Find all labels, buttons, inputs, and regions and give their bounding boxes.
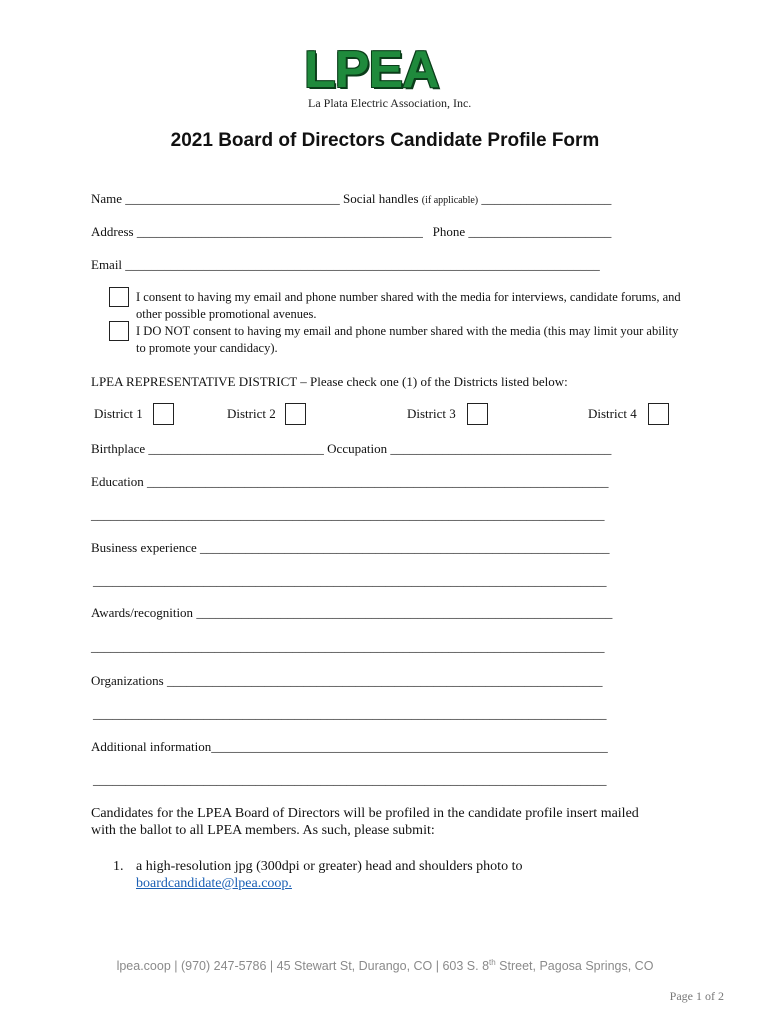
- name-row: [91, 191, 611, 209]
- district-instruction: LPEA REPRESENTATIVE DISTRICT – Please check one (1) of the Districts listed below:: [91, 374, 568, 389]
- district-2-checkbox[interactable]: [285, 403, 306, 425]
- address-field[interactable]: ____________________________________________: [136, 224, 423, 239]
- footer-contact: [0, 958, 770, 973]
- phone-field[interactable]: ______________________: [468, 224, 612, 239]
- education-row: [91, 474, 608, 490]
- organizations-row: [91, 673, 602, 689]
- logo-wordmark: LPEA: [304, 41, 439, 99]
- occupation-label: Occupation: [327, 441, 388, 456]
- page-number: Page 1 of 2: [669, 989, 724, 1003]
- education-label: Education: [91, 474, 144, 489]
- address-label: Address: [91, 224, 134, 239]
- address-row: [91, 224, 611, 240]
- footer-sup: th: [489, 958, 496, 967]
- birthplace-field[interactable]: ___________________________: [148, 441, 324, 456]
- birthplace-row: [91, 441, 611, 457]
- district-3-checkbox[interactable]: [467, 403, 488, 425]
- business-field[interactable]: _______________________________________________________________: [200, 540, 610, 555]
- email-link[interactable]: boardcandidate@lpea.coop.: [136, 876, 292, 891]
- awards-line-2[interactable]: _______________________________________________________________________________: [91, 639, 605, 654]
- organizations-label: Organizations: [91, 673, 164, 688]
- birthplace-label: Birthplace: [91, 441, 146, 456]
- education-line-2[interactable]: _______________________________________________________________________________: [91, 507, 605, 522]
- additional-label: Additional information: [91, 739, 212, 754]
- lpea-logo: [300, 41, 472, 116]
- phone-label: Phone: [432, 224, 466, 239]
- submit-item-text: a high-resolution jpg (300dpi or greater) head and shoulders photo to: [136, 859, 523, 874]
- additional-field[interactable]: _____________________________________________________________: [211, 739, 608, 754]
- consent-no-checkbox[interactable]: [109, 321, 129, 341]
- email-field[interactable]: _________________________________________________________________________: [125, 257, 600, 272]
- consent-yes-checkbox[interactable]: [109, 287, 129, 307]
- social-label: Social handles: [343, 191, 419, 206]
- consent-no-text: I DO NOT consent to having my email and phone number shared with the media (this may limit your ability to promote your candidacy).: [136, 324, 679, 355]
- district-2-label: District 2: [227, 406, 276, 421]
- form-title: 2021 Board of Directors Candidate Profile Form: [170, 130, 600, 151]
- education-field[interactable]: _______________________________________________________________________: [146, 474, 609, 489]
- occupation-field[interactable]: __________________________________: [390, 441, 612, 456]
- name-field[interactable]: _________________________________: [125, 191, 340, 206]
- awards-field[interactable]: ________________________________________________________________: [196, 605, 613, 620]
- footer-part-1: lpea.coop | (970) 247-5786 | 45 Stewart St, Durango, CO | 603 S. 8: [116, 959, 490, 974]
- business-line-2[interactable]: _______________________________________________________________________________: [93, 573, 607, 588]
- awards-row: [91, 605, 612, 621]
- organizations-field[interactable]: ___________________________________________________________________: [166, 673, 603, 688]
- organizations-line-2[interactable]: _______________________________________________________________________________: [93, 706, 607, 721]
- business-row: [91, 540, 610, 556]
- email-label: Email: [91, 257, 123, 272]
- awards-label: Awards/recognition: [91, 605, 194, 620]
- email-row: [91, 257, 600, 273]
- business-label: Business experience: [91, 540, 197, 555]
- footer-part-2: Street, Pagosa Springs, CO: [495, 959, 654, 974]
- logo-subtitle: La Plata Electric Association, Inc.: [308, 96, 472, 110]
- district-1-checkbox[interactable]: [153, 403, 174, 425]
- submit-intro: Candidates for the LPEA Board of Directors will be profiled in the candidate profile insert mailed with the ballot to all LPEA members. As such, please submit:: [91, 806, 639, 838]
- submit-item-1: [113, 858, 673, 891]
- additional-line-2[interactable]: _______________________________________________________________________________: [93, 772, 607, 787]
- consent-yes-text: I consent to having my email and phone number shared with the media for interviews, candidate forums, and other possible promotional avenues.: [136, 290, 681, 321]
- name-label: Name: [91, 191, 123, 206]
- social-field[interactable]: ____________________: [481, 191, 612, 206]
- social-note: (if applicable): [421, 195, 479, 206]
- district-4-checkbox[interactable]: [648, 403, 669, 425]
- additional-row: [91, 739, 608, 755]
- submit-item-number: 1.: [113, 859, 124, 874]
- district-4-label: District 4: [588, 406, 637, 421]
- district-1-label: District 1: [94, 406, 143, 421]
- district-3-label: District 3: [407, 406, 456, 421]
